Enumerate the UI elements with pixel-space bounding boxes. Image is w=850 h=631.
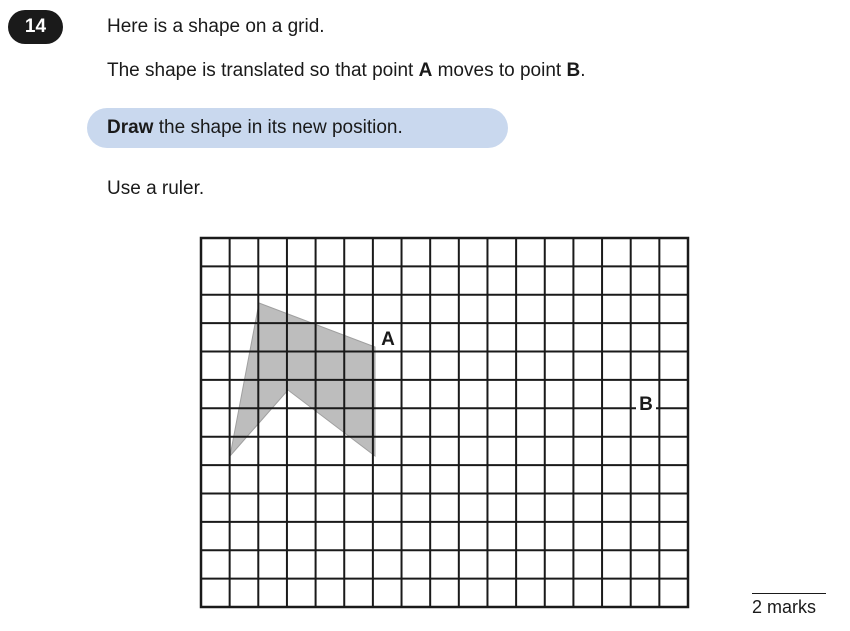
square-grid[interactable] xyxy=(198,235,692,611)
translation-text-part3: . xyxy=(580,60,586,81)
question-number-badge: 14 xyxy=(8,10,63,44)
instruction-bold: Draw xyxy=(107,117,154,138)
translation-text-part2: moves to point xyxy=(432,60,567,81)
intro-text: Here is a shape on a grid. xyxy=(107,16,325,37)
instruction-box xyxy=(87,108,508,148)
marks-label: 2 marks xyxy=(752,597,817,617)
point-b-label: B xyxy=(639,394,653,415)
ruler-text: Use a ruler. xyxy=(107,178,205,199)
point-b-ref: B xyxy=(566,60,581,81)
point-a-ref: A xyxy=(418,60,433,81)
translation-text-part1: The shape is translated so that point xyxy=(107,60,419,81)
grid-lines xyxy=(201,238,688,607)
instruction-rest: the shape in its new position. xyxy=(153,117,403,138)
point-a-label: A xyxy=(381,329,395,350)
translation-text xyxy=(107,60,585,82)
marks-rule xyxy=(752,593,826,594)
grid-border xyxy=(201,238,688,607)
